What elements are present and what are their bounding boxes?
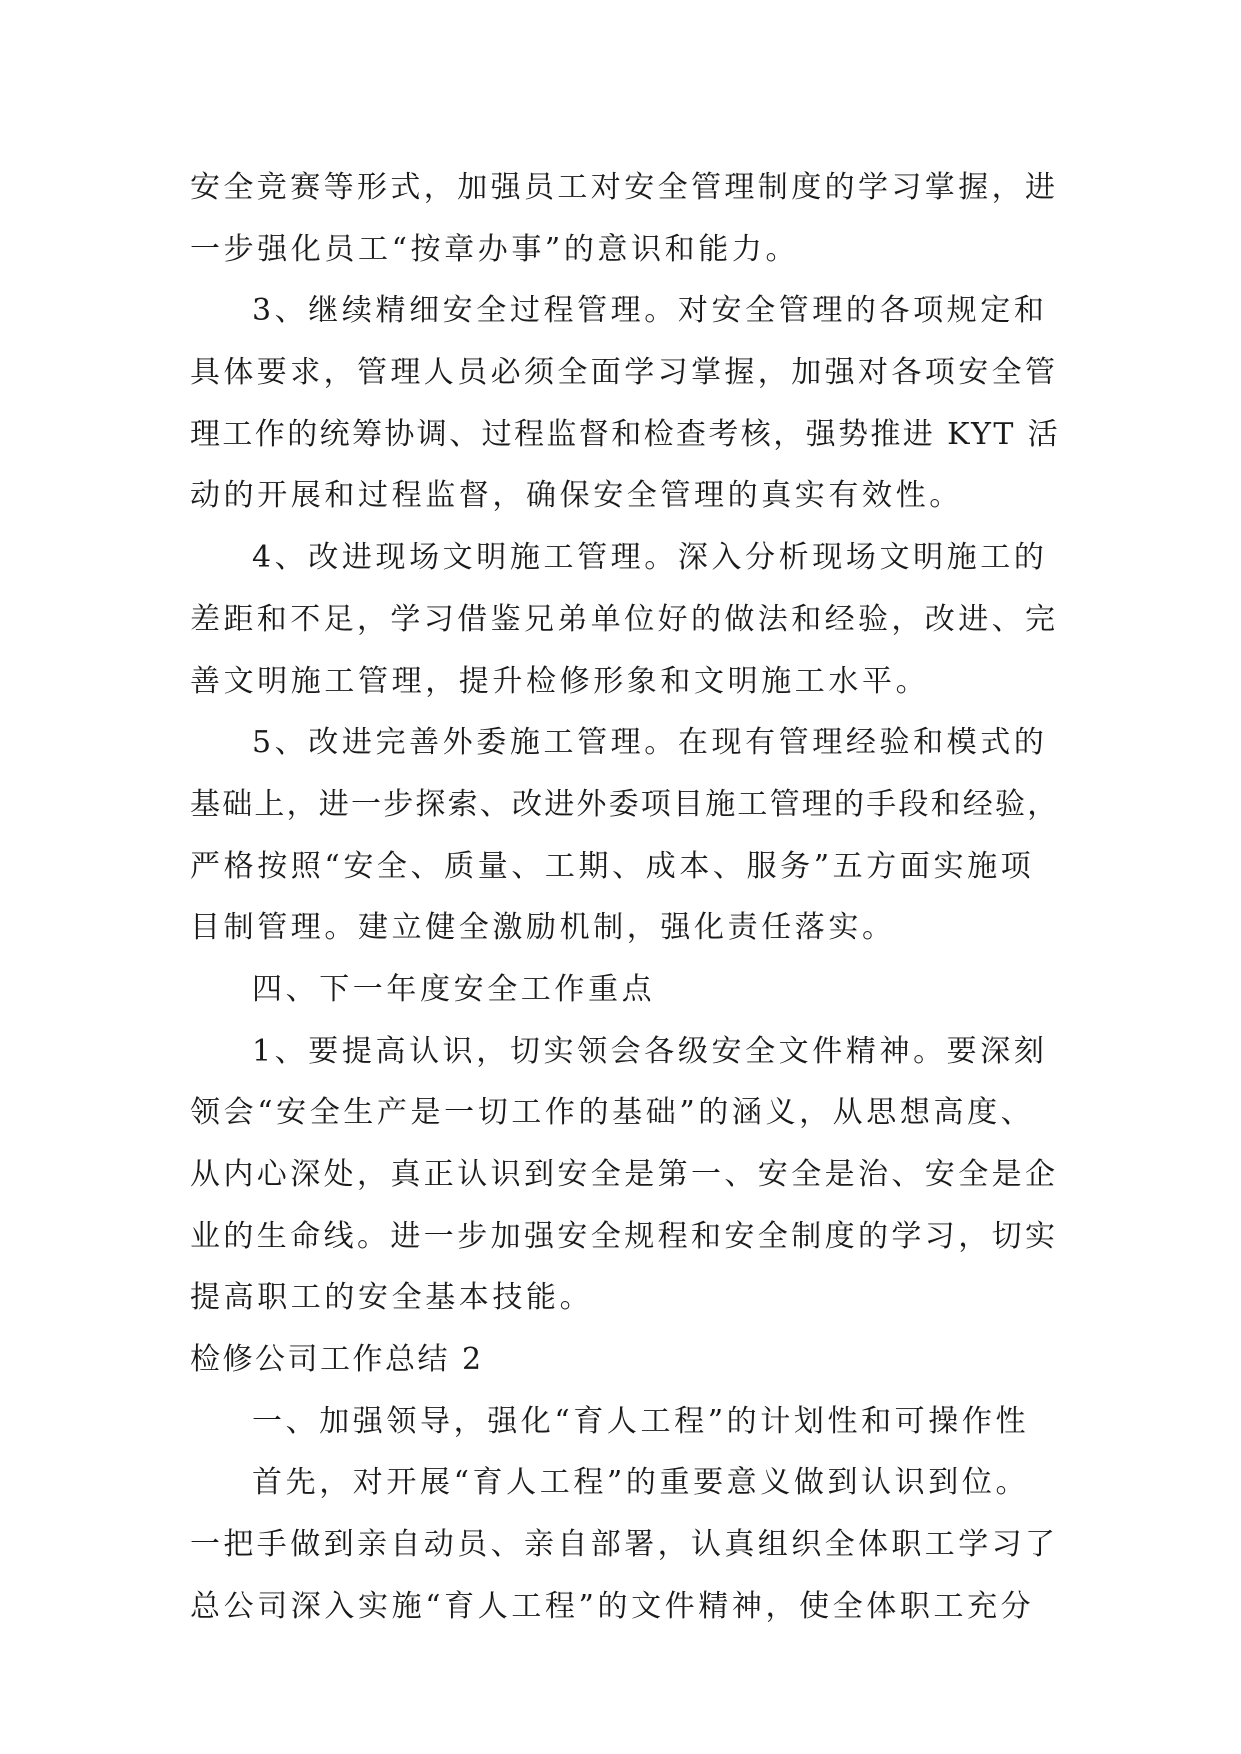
paragraph-start-line: 首先，对开展“育人工程”的重要意义做到认识到位。: [252, 1465, 1030, 1501]
text-line: 总公司深入实施“育人工程”的文件精神，使全体职工充分: [190, 1588, 1035, 1624]
text-line: 善文明施工管理，提升检修形象和文明施工水平。: [190, 663, 930, 699]
paragraph-start-line: 5、改进完善外委施工管理。在现有管理经验和模式的: [252, 725, 1048, 761]
text-line: 业的生命线。进一步加强安全规程和安全制度的学习，切实: [190, 1218, 1059, 1254]
text-line: 提高职工的安全基本技能。: [190, 1280, 594, 1316]
text-line: 一把手做到亲自动员、亲自部署，认真组织全体职工学习了: [190, 1527, 1059, 1563]
section-heading: 一、加强领导，强化“育人工程”的计划性和可操作性: [252, 1403, 1030, 1439]
text-line: 安全竞赛等形式，加强员工对安全管理制度的学习掌握，进: [190, 170, 1059, 205]
text-line: 严格按照“安全、质量、工期、成本、服务”五方面实施项: [190, 848, 1035, 884]
paragraph-start-line: 3、继续精细安全过程管理。对安全管理的各项规定和: [252, 293, 1048, 329]
document-title: 检修公司工作总结 2: [190, 1342, 484, 1378]
text-line: 差距和不足，学习借鉴兄弟单位好的做法和经验，改进、完: [190, 601, 1059, 637]
paragraph-start-line: 4、改进现场文明施工管理。深入分析现场文明施工的: [252, 540, 1048, 576]
text-line: 理工作的统筹协调、过程监督和检查考核，强势推进 KYT 活: [190, 416, 1061, 452]
text-line: 基础上，进一步探索、改进外委项目施工管理的手段和经验，: [190, 786, 1060, 822]
text-line: 具体要求，管理人员必须全面学习掌握，加强对各项安全管: [190, 355, 1059, 391]
section-heading: 四、下一年度安全工作重点: [252, 971, 656, 1007]
text-line: 领会“安全生产是一切工作的基础”的涵义，从思想高度、: [190, 1095, 1035, 1131]
text-line: 目制管理。建立健全激励机制，强化责任落实。: [190, 910, 896, 946]
paragraph-start-line: 1、要提高认识，切实领会各级安全文件精神。要深刻: [252, 1033, 1048, 1069]
text-line: 一步强化员工“按章办事”的意识和能力。: [190, 231, 800, 267]
document-body: [190, 157, 1060, 1638]
text-line: 动的开展和过程监督，确保安全管理的真实有效性。: [190, 478, 963, 514]
text-line: 从内心深处，真正认识到安全是第一、安全是治、安全是企: [190, 1157, 1059, 1192]
